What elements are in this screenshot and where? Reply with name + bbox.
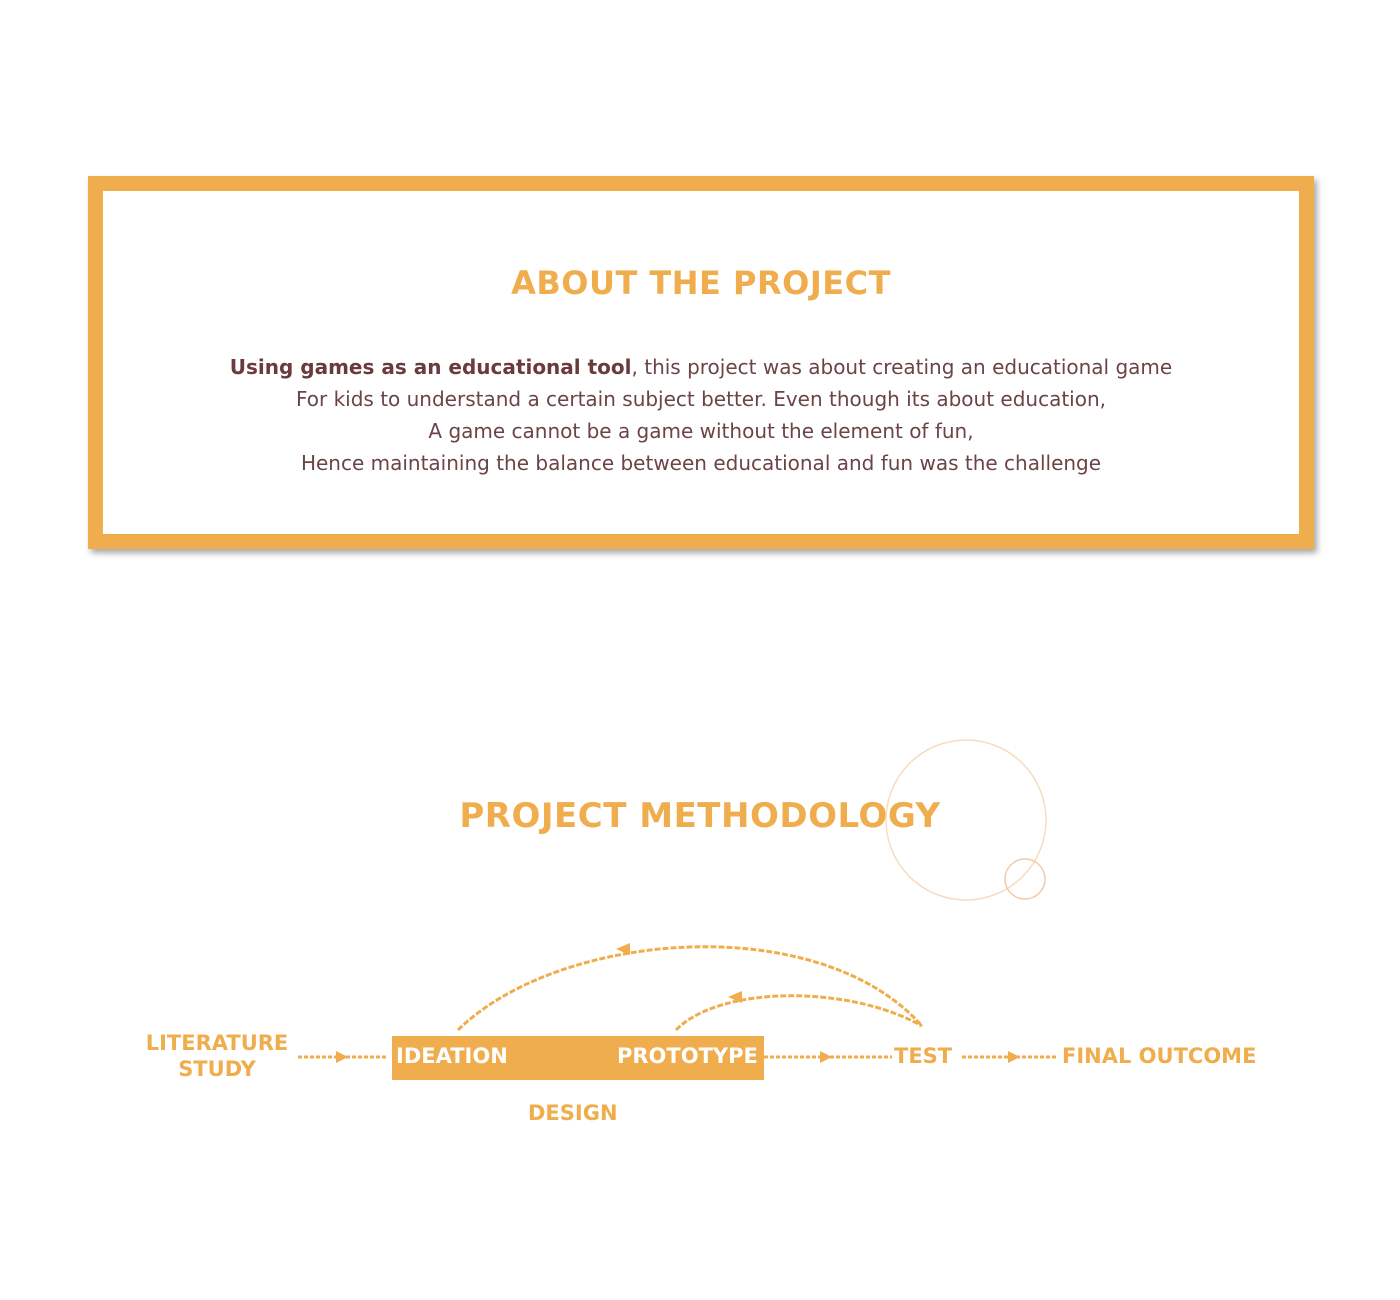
about-line-1 (103, 351, 1299, 383)
about-lead-bold: Using games as an educational tool (229, 355, 632, 379)
loop-arc-test-to-prototype (676, 996, 922, 1030)
about-line-4: Hence maintaining the balance between educational and fun was the challenge (300, 451, 1102, 475)
step-literature-line-2: STUDY (178, 1057, 256, 1081)
step-literature-study (130, 1030, 304, 1082)
loop-arc-test-to-ideation (458, 947, 922, 1030)
arrowhead-prototype-to-test (820, 1051, 832, 1063)
about-lead-rest: , this project was about creating an educational game (631, 355, 1173, 379)
about-line-2: For kids to understand a certain subject better. Even though its about education, (295, 387, 1107, 411)
step-prototype: PROTOTYPE (617, 1044, 758, 1068)
step-ideation: IDEATION (396, 1044, 508, 1068)
arrowhead-test-to-final (1008, 1051, 1020, 1063)
decorative-small-circle (1005, 859, 1045, 899)
loop-arrowhead-ideation (616, 943, 630, 955)
loop-arrowhead-prototype (728, 991, 742, 1003)
about-title: ABOUT THE PROJECT (511, 264, 891, 302)
methodology-title: PROJECT METHODOLOGY (459, 796, 941, 836)
arrowhead-literature-to-ideation (336, 1051, 348, 1063)
step-literature-line-1: LITERATURE (145, 1031, 289, 1055)
design-group-label: DESIGN (528, 1101, 618, 1125)
step-test: TEST (894, 1044, 953, 1068)
step-final-outcome: FINAL OUTCOME (1062, 1044, 1257, 1068)
about-line-3: A game cannot be a game without the element of fun, (428, 419, 974, 443)
about-description (103, 351, 1299, 479)
about-panel (88, 176, 1314, 549)
